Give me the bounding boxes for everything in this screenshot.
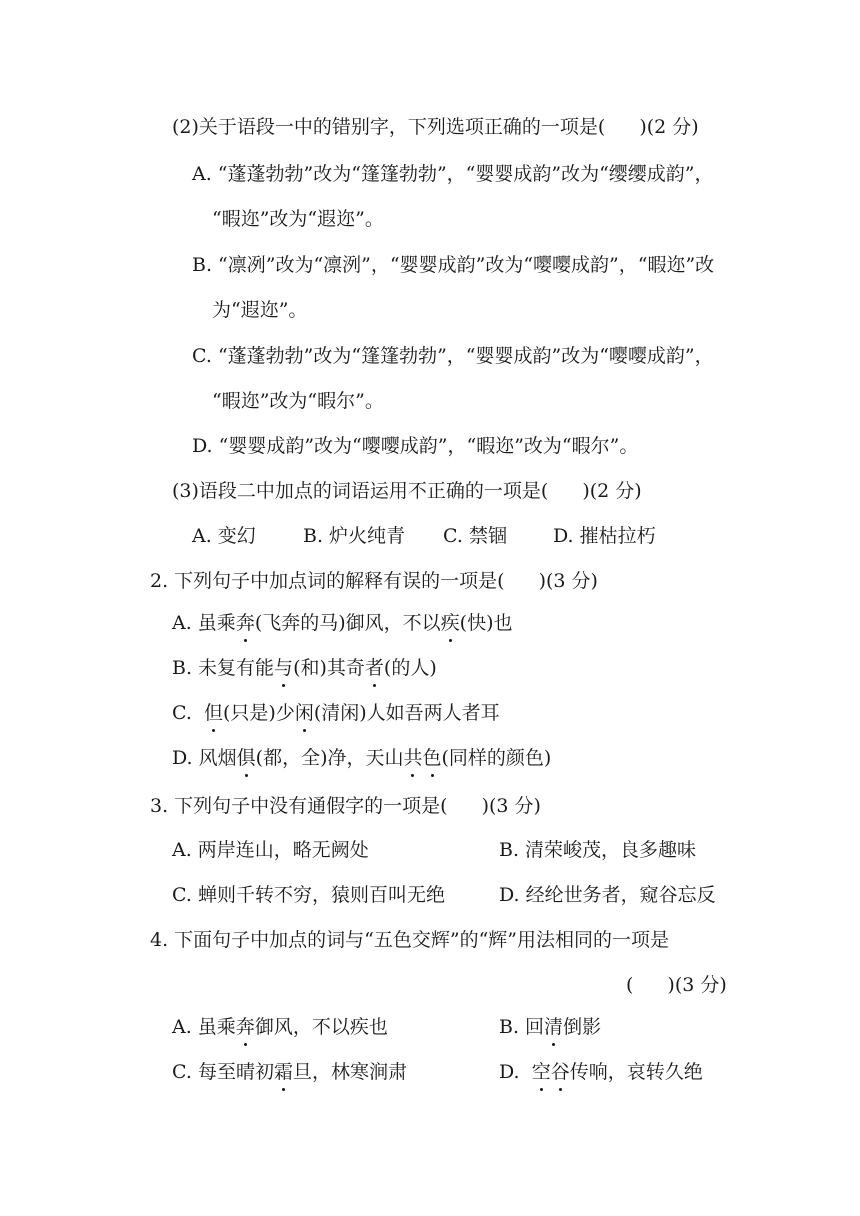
q1-3-option-c: C. 禁锢 bbox=[443, 525, 507, 547]
q2-b-dotted-word-1: 与 bbox=[274, 657, 294, 679]
q4-c-pre: C. 每至晴初 bbox=[172, 1061, 274, 1083]
q4-score: )(3 分) bbox=[667, 974, 727, 996]
q4-option-a bbox=[172, 1015, 388, 1039]
q2-a-post: (快)也 bbox=[459, 612, 513, 634]
q2-score: )(3 分) bbox=[538, 570, 598, 592]
q2-d-dotted-word-2b: 色 bbox=[422, 747, 442, 769]
q4-a-dotted-word: 奔 bbox=[235, 1016, 255, 1038]
q3-option-c: C. 蝉则千转不穷，猿则百叫无绝 bbox=[172, 884, 445, 906]
q2-d-dotted-word-1: 俱 bbox=[236, 747, 256, 769]
q4-stem: 4. 下面句子中加点的词与“五色交辉”的“辉”用法相同的一项是 bbox=[150, 929, 670, 951]
q1-3-stem: (3)语段二中加点的词语运用不正确的一项是( bbox=[172, 480, 549, 502]
q1-2-option-b-line2: 为“遐迩”。 bbox=[212, 299, 308, 321]
q2-option-a bbox=[172, 611, 513, 635]
q4-b-dotted-word: 清 bbox=[544, 1016, 564, 1038]
q1-2-option-c-line2: “暇迩”改为“暇尔”。 bbox=[212, 390, 384, 412]
q2-b-dotted-word-2: 者 bbox=[364, 657, 384, 679]
q3-option-d: D. 经纶世务者，窥谷忘反 bbox=[499, 884, 716, 906]
q4-d-dotted-word-1: 空 bbox=[531, 1061, 551, 1083]
q2-c-post: (清闲)人如吾两人者耳 bbox=[313, 702, 500, 724]
q1-2-option-a-line2: “暇迩”改为“遐迩”。 bbox=[212, 208, 384, 230]
q4-d-pre: D. bbox=[499, 1061, 532, 1083]
q2-c-mid: (只是)少 bbox=[223, 702, 295, 724]
q2-a-mid: (飞奔的马)御风，不以 bbox=[254, 612, 441, 634]
q4-score-line bbox=[626, 973, 727, 997]
q4-option-c bbox=[172, 1060, 407, 1084]
q4-d-dotted-word-2: 谷 bbox=[550, 1061, 570, 1083]
q2-stem: 2. 下列句子中加点词的解释有误的一项是( bbox=[150, 570, 505, 592]
q4-option-d bbox=[499, 1060, 703, 1084]
q3-stem: 3. 下列句子中没有通假字的一项是( bbox=[150, 795, 448, 817]
q4-b-post: 倒影 bbox=[563, 1016, 602, 1038]
q2-b-pre: B. 未复有能 bbox=[172, 657, 275, 679]
q2-c-dotted-word-2: 闲 bbox=[294, 702, 314, 724]
q2-a-pre: A. 虽乘 bbox=[172, 612, 236, 634]
q4-option-b bbox=[499, 1015, 601, 1039]
q2-c-dotted-word-1: 但 bbox=[203, 702, 223, 724]
q3-score: )(3 分) bbox=[481, 795, 541, 817]
q3-stem-line bbox=[150, 794, 541, 818]
q1-3-option-b: B. 炉火纯青 bbox=[303, 525, 406, 547]
q4-d-post: 传响，哀转久绝 bbox=[569, 1061, 703, 1083]
q4-c-post: 旦，林寒涧肃 bbox=[292, 1061, 407, 1083]
q2-d-dotted-word-2a: 共 bbox=[403, 747, 423, 769]
q1-3-option-d: D. 摧枯拉朽 bbox=[553, 525, 656, 547]
q3-option-b: B. 清荣峻茂，良多趣味 bbox=[499, 839, 697, 861]
q4-b-pre: B. 回 bbox=[499, 1016, 545, 1038]
q2-b-post: (的人) bbox=[383, 657, 437, 679]
q2-a-dotted-word-1: 奔 bbox=[235, 612, 255, 634]
q4-c-dotted-word: 霜 bbox=[273, 1061, 293, 1083]
q4-a-post: 御风，不以疾也 bbox=[254, 1016, 388, 1038]
q2-option-b bbox=[172, 656, 437, 680]
q4-a-pre: A. 虽乘 bbox=[172, 1016, 236, 1038]
q1-3-score: )(2 分) bbox=[582, 480, 642, 502]
q1-3-option-a: A. 变幻 bbox=[192, 525, 256, 547]
q1-2-score: )(2 分) bbox=[639, 116, 699, 138]
q1-2-stem-line bbox=[172, 115, 699, 139]
q4-paren: ( bbox=[626, 974, 634, 996]
q1-2-option-d: D. “婴婴成韵”改为“嘤嘤成韵”，“暇迩”改为“暇尔”。 bbox=[192, 435, 639, 457]
q2-c-pre: C. bbox=[172, 702, 204, 724]
q2-a-dotted-word-2: 疾 bbox=[440, 612, 460, 634]
q1-2-stem: (2)关于语段一中的错别字，下列选项正确的一项是( bbox=[172, 116, 606, 138]
q2-d-pre: D. 风烟 bbox=[172, 747, 237, 769]
q1-2-option-c-line1: C. “蓬蓬勃勃”改为“篷篷勃勃”，“婴婴成韵”改为“嘤嘤成韵”， bbox=[192, 345, 714, 367]
q1-2-option-a-line1: A. “蓬蓬勃勃”改为“篷篷勃勃”，“婴婴成韵”改为“缨缨成韵”， bbox=[192, 163, 714, 185]
q2-d-mid: (都，全)净，天山 bbox=[255, 747, 404, 769]
q1-3-stem-line bbox=[172, 479, 642, 503]
q2-stem-line bbox=[150, 569, 598, 593]
q1-2-option-b-line1: B. “凛冽”改为“凛洌”，“婴婴成韵”改为“嘤嘤成韵”，“暇迩”改 bbox=[192, 254, 715, 276]
q3-option-a: A. 两岸连山，略无阙处 bbox=[172, 839, 369, 861]
q2-d-post: (同样的颜色) bbox=[441, 747, 552, 769]
q2-option-c bbox=[172, 701, 500, 725]
q2-b-mid: (和)其奇 bbox=[293, 657, 365, 679]
q2-option-d bbox=[172, 746, 551, 770]
